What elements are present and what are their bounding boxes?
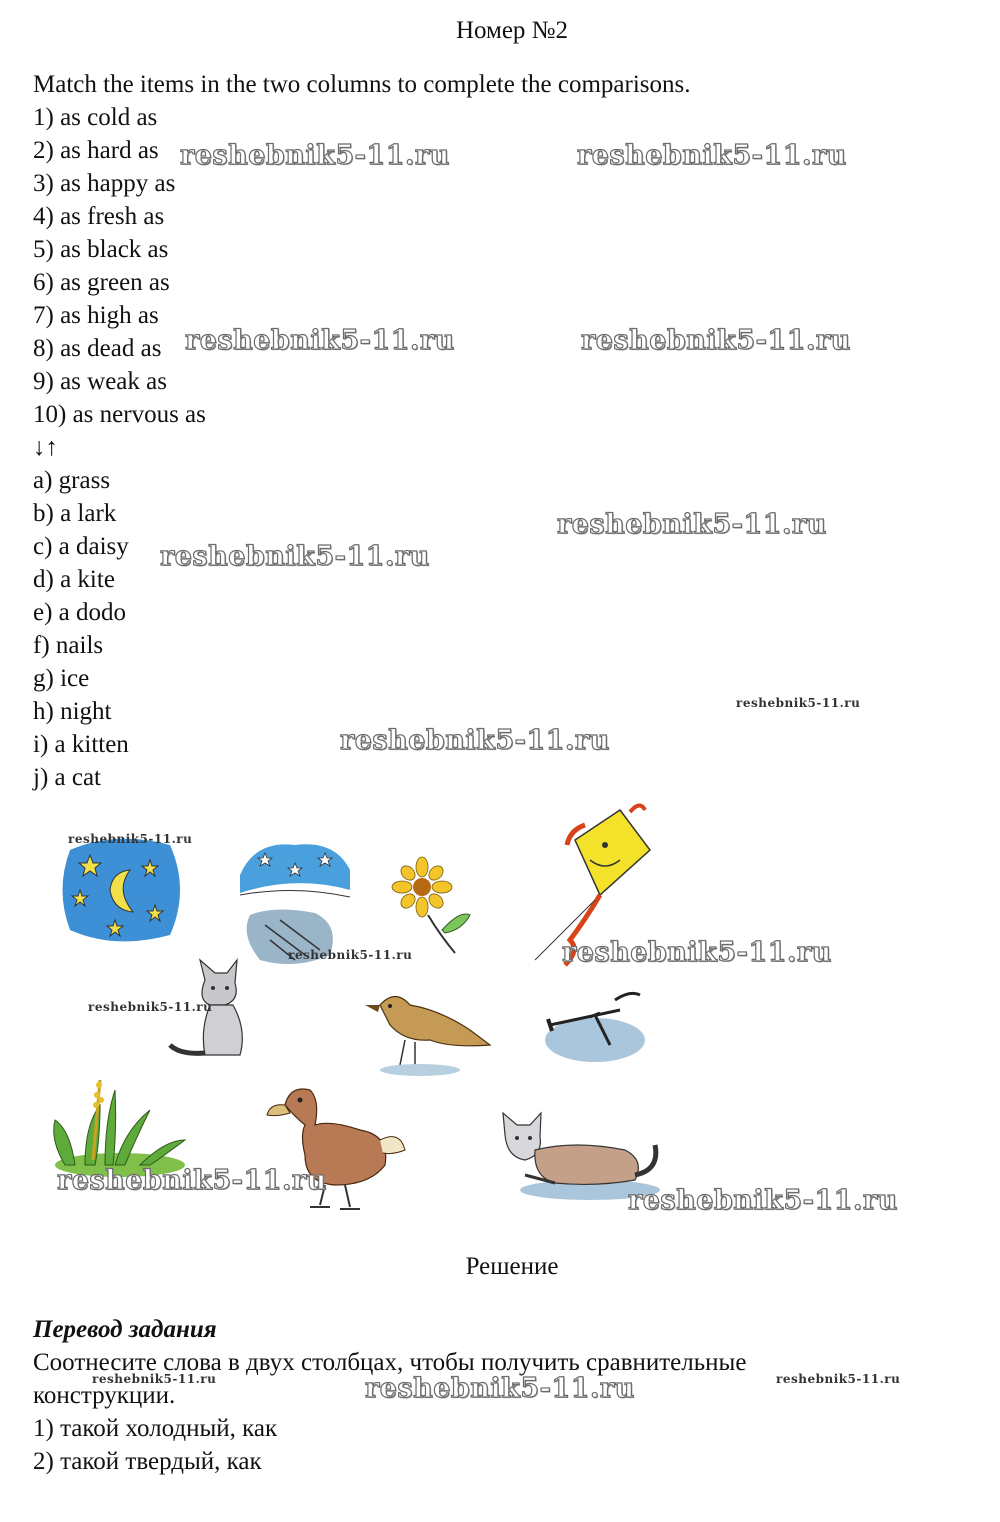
watermark: reshebnik5-11.ru	[288, 948, 413, 962]
watermark: reshebnik5-11.ru	[365, 1373, 635, 1404]
night-sky-icon	[55, 830, 193, 950]
watermark: reshebnik5-11.ru	[68, 832, 193, 846]
watermark: reshebnik5-11.ru	[562, 937, 832, 968]
list-item: e) a dodo	[33, 599, 127, 626]
list-item: f) nails	[33, 632, 104, 659]
list-item: 9) as weak as	[33, 368, 167, 395]
watermark: reshebnik5-11.ru	[180, 140, 450, 171]
list-item: g) ice	[33, 665, 90, 692]
list-item: j) a cat	[33, 764, 102, 791]
list-item: 2) такой твердый, как	[33, 1448, 262, 1475]
watermark: reshebnik5-11.ru	[581, 325, 851, 356]
list-item: 5) as black as	[33, 236, 169, 263]
list-item: c) a daisy	[33, 533, 129, 560]
watermark: reshebnik5-11.ru	[736, 696, 861, 710]
list-item: 8) as dead as	[33, 335, 162, 362]
watermark: reshebnik5-11.ru	[577, 140, 847, 171]
watermark: reshebnik5-11.ru	[57, 1165, 327, 1196]
watermark: reshebnik5-11.ru	[185, 325, 455, 356]
list-item: 7) as high as	[33, 302, 159, 329]
instruction-text: Match the items in the two columns to complete the comparisons.	[33, 71, 691, 98]
solution-heading: Решение	[465, 1253, 559, 1280]
list-item: h) night	[33, 698, 112, 725]
list-item: 4) as fresh as	[33, 203, 165, 230]
list-item: 2) as hard as	[33, 137, 159, 164]
daisy-icon	[390, 855, 475, 955]
grass-icon	[45, 1070, 190, 1180]
list-item: 3) as happy as	[33, 170, 176, 197]
list-item: i) a kitten	[33, 731, 129, 758]
list-item: a) grass	[33, 467, 111, 494]
watermark: reshebnik5-11.ru	[776, 1372, 901, 1386]
watermark: reshebnik5-11.ru	[340, 725, 610, 756]
watermark: reshebnik5-11.ru	[160, 541, 430, 572]
list-item: 1) as cold as	[33, 104, 158, 131]
translation-instruction: конструкции.	[33, 1382, 176, 1409]
watermark: reshebnik5-11.ru	[557, 509, 827, 540]
translation-heading: Перевод задания	[33, 1316, 217, 1343]
list-item: 6) as green as	[33, 269, 170, 296]
list-item: 10) as nervous as	[33, 401, 206, 428]
translation-instruction: Соотнесите слова в двух столбцах, чтобы получить сравнительные	[33, 1349, 747, 1376]
list-item: b) a lark	[33, 500, 117, 527]
watermark: reshebnik5-11.ru	[92, 1372, 217, 1386]
page-title: Номер №2	[455, 17, 569, 44]
list-item: d) a kite	[33, 566, 115, 593]
lark-icon	[360, 980, 495, 1080]
nails-icon	[540, 985, 650, 1065]
arrows-glyph: ↓↑	[33, 434, 58, 461]
list-item: 1) такой холодный, как	[33, 1415, 278, 1442]
watermark: reshebnik5-11.ru	[628, 1185, 898, 1216]
watermark: reshebnik5-11.ru	[88, 1000, 213, 1014]
